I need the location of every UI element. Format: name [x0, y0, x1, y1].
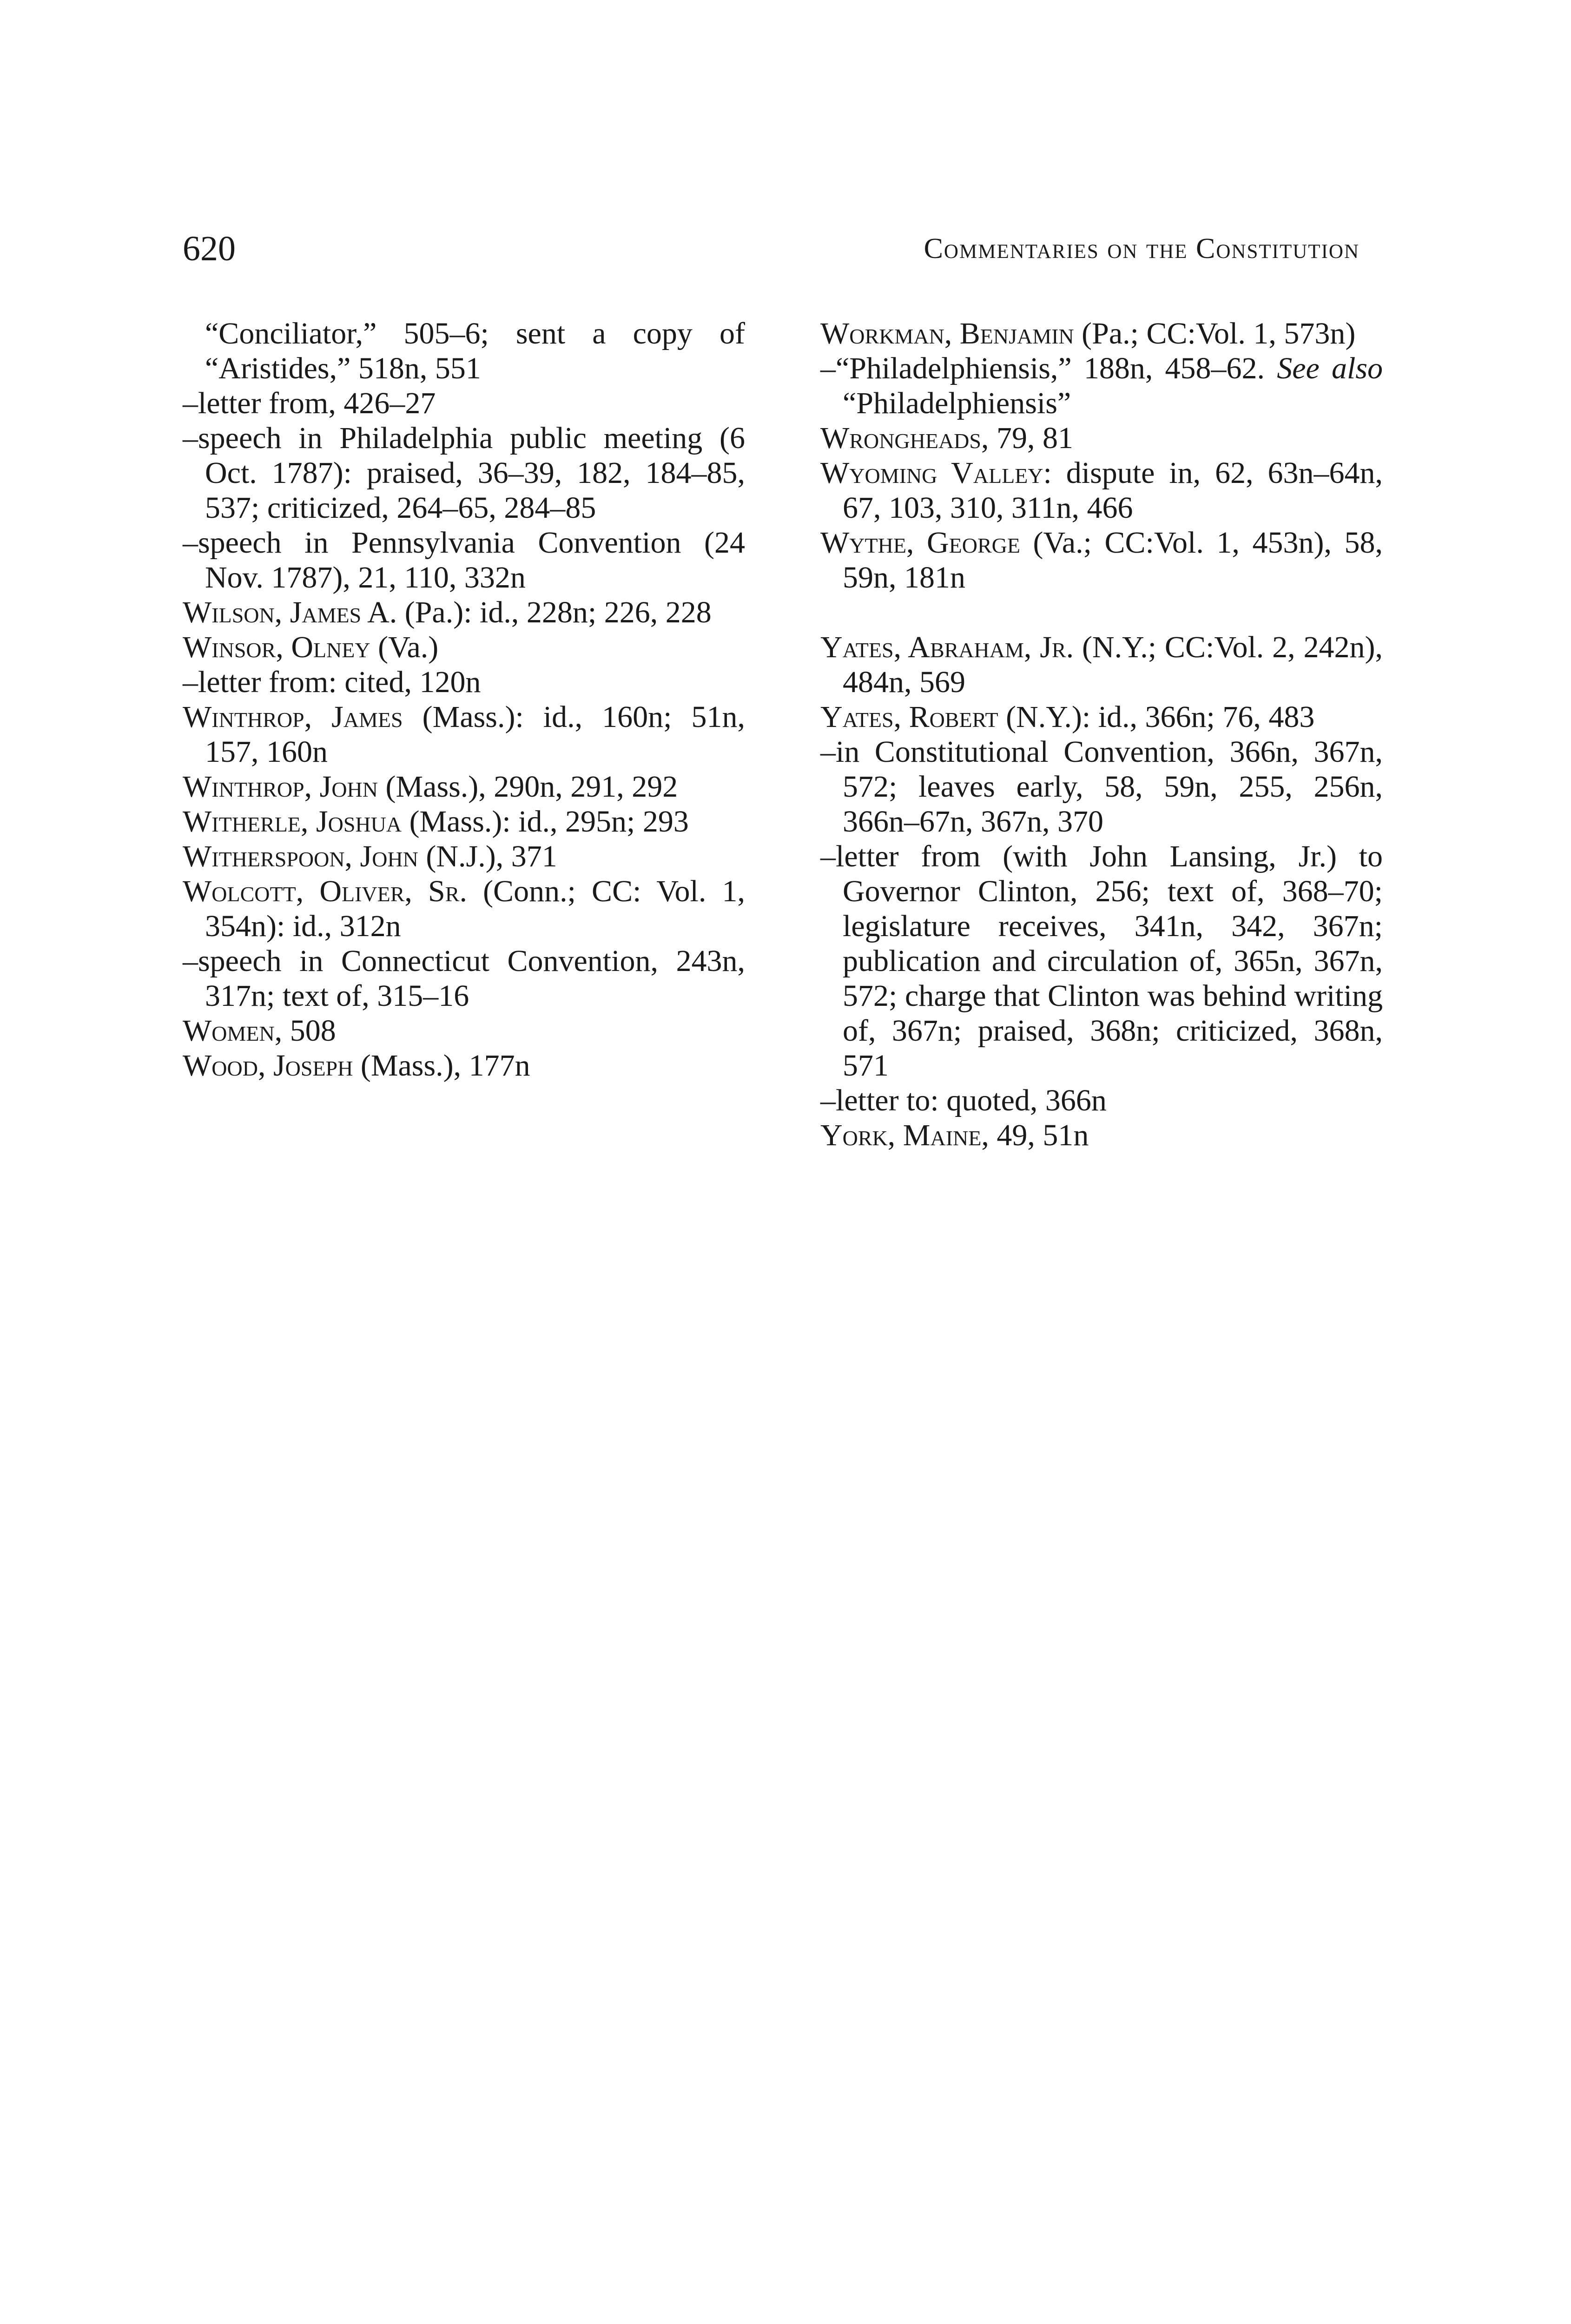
entry-head: Wilson, James A.	[183, 595, 397, 629]
index-entry	[183, 769, 745, 804]
index-entry	[183, 525, 745, 595]
entry-text: –letter from (with John Lansing, Jr.) to Governor Clinton, 256; text of, 368–70; legislature receives, 341n, 342, 367n; publication and circulation of, 365n, 367n, 572; charge that Clinton was behind writing of, 367n; praised, 368n; criticized, 368n, 571	[820, 839, 1383, 1083]
index-entry	[183, 595, 745, 630]
entry-head: Yates, Abraham, Jr.	[820, 630, 1074, 664]
index-entry	[820, 700, 1383, 734]
index-entry	[820, 734, 1383, 839]
entry-head: Wythe, George	[820, 526, 1020, 560]
entry-head: Wood, Joseph	[183, 1049, 353, 1083]
entry-head: Witherspoon, John	[183, 839, 418, 873]
index-entry	[820, 1118, 1383, 1153]
running-head: Commentaries on the Constitution	[924, 233, 1360, 264]
entry-head: Winthrop, John	[183, 770, 378, 804]
index-entry	[183, 944, 745, 1013]
entry-head: Women	[183, 1014, 275, 1048]
index-entry	[183, 630, 745, 665]
entry-text: (N.Y.): id., 366n; 76, 483	[998, 700, 1315, 734]
entry-text: (Mass.), 290n, 291, 292	[377, 770, 678, 804]
entry-text: (Pa.): id., 228n; 226, 228	[397, 595, 712, 629]
entry-tail: “Philadelphiensis”	[843, 386, 1071, 420]
entry-text: (Mass.): id., 160n; 51n, 157, 160n	[205, 700, 745, 769]
index-entry	[820, 839, 1383, 1083]
entry-head: Winsor, Olney	[183, 630, 370, 664]
index-entry	[183, 839, 745, 874]
entry-head: Wyoming Valley	[820, 456, 1043, 490]
entry-head: Winthrop, James	[183, 700, 403, 734]
index-column-left	[183, 316, 745, 1083]
index-entry	[183, 665, 745, 700]
entry-text: (Va.; CC:Vol. 1, 453n), 58, 59n, 181n	[843, 526, 1383, 594]
entry-text: –letter from: cited, 120n	[183, 665, 481, 699]
entry-text: –letter from, 426–27	[183, 386, 436, 420]
index-entry	[183, 874, 745, 944]
entry-text: , 79, 81	[981, 421, 1073, 455]
index-entry	[183, 804, 745, 839]
index-entry	[820, 456, 1383, 525]
index-entry	[820, 1083, 1383, 1118]
entry-head: York, Maine	[820, 1118, 982, 1152]
index-entry	[820, 351, 1383, 421]
entry-head: Witherle, Joshua	[183, 805, 402, 838]
page-number: 620	[183, 229, 236, 268]
entry-text: (Mass.): id., 295n; 293	[402, 805, 689, 838]
index-entry	[820, 630, 1383, 700]
entry-text: –letter to: quoted, 366n	[820, 1083, 1107, 1117]
entry-text: (N.J.), 371	[418, 839, 557, 873]
entry-text: (N.Y.; CC:Vol. 2, 242n), 484n, 569	[843, 630, 1383, 699]
entry-text: , 49, 51n	[981, 1118, 1089, 1152]
see-also-italic: See also	[1277, 351, 1383, 385]
entry-text: “Conciliator,” 505–6; sent a copy of “Aristides,” 518n, 551	[205, 317, 745, 385]
index-entry	[820, 525, 1383, 595]
entry-text: (Mass.), 177n	[353, 1049, 530, 1083]
entry-head: Yates, Robert	[820, 700, 998, 734]
entry-text: –in Constitutional Convention, 366n, 367n, 572; leaves early, 58, 59n, 255, 256n, 366n–67n, 367n, 370	[820, 735, 1383, 838]
entry-text: (Pa.; CC:Vol. 1, 573n)	[1074, 317, 1356, 350]
index-entry	[183, 421, 745, 525]
entry-head: Wrongheads	[820, 421, 981, 455]
index-column-right	[820, 316, 1383, 1153]
entry-head: Wolcott, Oliver, Sr.	[183, 874, 467, 908]
entry-text: –“Philadelphiensis,” 188n, 458–62.	[820, 351, 1277, 385]
index-entry	[183, 700, 745, 769]
index-entry	[183, 386, 745, 421]
entry-text: (Va.)	[370, 630, 439, 664]
entry-text: –speech in Connecticut Convention, 243n, 317n; text of, 315–16	[183, 944, 745, 1013]
entry-text: (Conn.; CC: Vol. 1, 354n): id., 312n	[205, 874, 745, 943]
index-entry	[820, 316, 1383, 351]
entry-text: –speech in Philadelphia public meeting (6 Oct. 1787): praised, 36–39, 182, 184–85, 537; criticized, 264–65, 284–85	[183, 421, 745, 525]
index-entry	[183, 1048, 745, 1083]
index-entry	[183, 1013, 745, 1048]
entry-text: : dispute in, 62, 63n–64n, 67, 103, 310, 311n, 466	[843, 456, 1383, 525]
index-entry	[183, 316, 745, 386]
index-entry	[820, 421, 1383, 456]
entry-head: Workman, Benjamin	[820, 317, 1074, 350]
entry-text: , 508	[274, 1014, 336, 1048]
page-header	[183, 228, 1360, 270]
entry-text: –speech in Pennsylvania Convention (24 Nov. 1787), 21, 110, 332n	[183, 526, 745, 594]
